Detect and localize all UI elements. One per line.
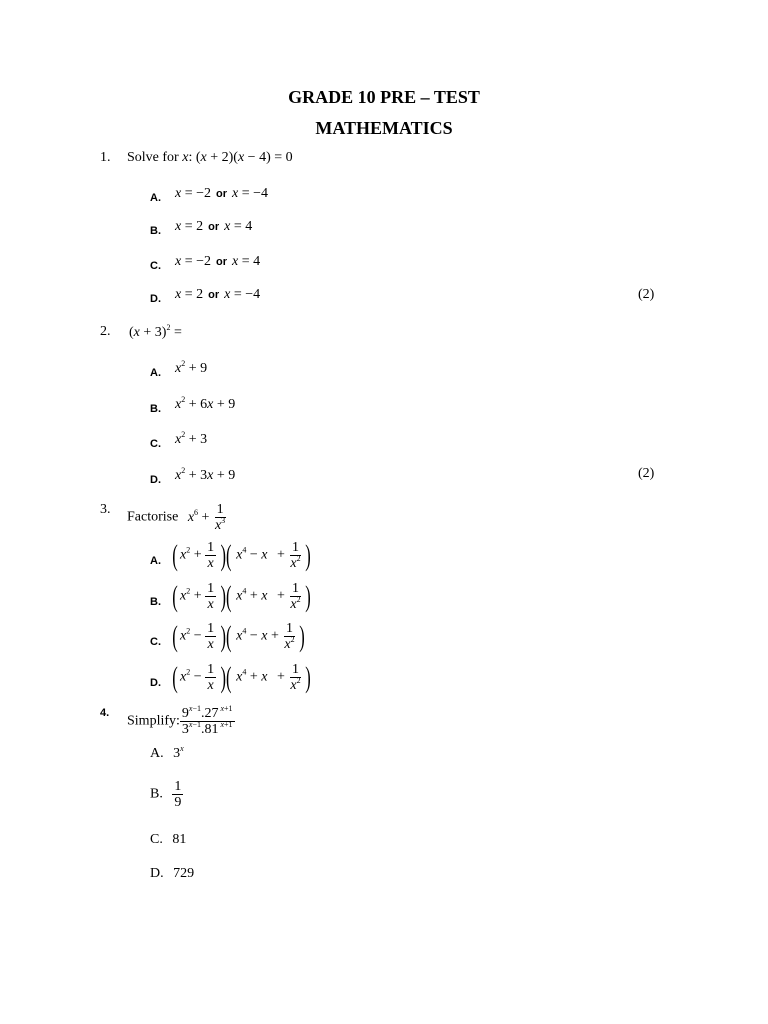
option-row[interactable]	[150, 289, 161, 307]
option-row[interactable]	[150, 470, 161, 488]
question-3-prompt-word: Factorise	[127, 509, 179, 525]
option-1a-text: x = −2 or x = −4	[175, 186, 269, 201]
option-row[interactable]	[150, 256, 161, 274]
subject-title: MATHEMATICS	[315, 118, 453, 138]
option-row[interactable]	[150, 779, 183, 810]
option-label: D.	[150, 866, 164, 881]
option-4d-text: 729	[173, 866, 195, 881]
option-row[interactable]	[150, 673, 161, 691]
option-label: B.	[150, 596, 161, 608]
option-1b-text: x = 2 or x = 4	[175, 219, 253, 234]
option-label: A.	[150, 555, 161, 567]
option-row[interactable]	[150, 551, 161, 569]
option-3d-text: ( $x^2$ − $\frac{1}{x}$ )( $x^4 + x$ + $\frac{1}{x^2}$ )	[172, 660, 311, 694]
option-1c-text: x = −2 or x = 4	[175, 254, 261, 269]
marks-label: (2)	[638, 287, 655, 302]
option-row[interactable]	[150, 632, 161, 650]
marks-label: (2)	[638, 466, 655, 481]
option-row[interactable]	[150, 746, 184, 762]
option-row[interactable]	[150, 188, 161, 206]
option-3b-text: ( $x^2$ + $\frac{1}{x}$ )( $x^4 + x$ + $\frac{1}{x^2}$ )	[172, 579, 311, 613]
option-label: A.	[150, 746, 164, 761]
option-row[interactable]	[150, 363, 161, 381]
option-label: B.	[150, 786, 163, 802]
question-3-prompt: Factorise $x^6$ + $\frac{1}{x^3}$	[127, 502, 226, 533]
option-2a-text: $x^2 + 9$	[175, 359, 208, 376]
question-1-equation: x: (x + 2)(x − 4) = 0	[182, 150, 293, 165]
option-row[interactable]	[150, 434, 161, 452]
option-2d-text: $x^2 + 3x + 9$	[175, 466, 236, 483]
question-number: 1.	[100, 150, 111, 165]
option-4b-text: $\frac{1}{9}$	[174, 779, 182, 810]
page-title: GRADE 10 PRE – TEST	[288, 87, 480, 107]
option-row[interactable]	[150, 592, 161, 610]
option-3c-text: ( $x^2$ − $\frac{1}{x}$ )( $x^4 - x$ + $\frac{1}{x^2}$ )	[172, 619, 305, 653]
option-4c-text: 81	[172, 832, 187, 847]
option-2b-text: $x^2 + 6x + 9$	[175, 395, 236, 412]
option-row[interactable]	[150, 866, 194, 882]
question-4-prompt-word: Simplify:	[127, 713, 180, 729]
question-4-fraction: $\frac{9^{x-1}.27 ^{x+1}}{3^{x-1}.81 ^{x+1}}$	[181, 704, 233, 737]
question-1-prompt-prefix: Solve for	[127, 150, 179, 165]
question-1-prompt	[127, 150, 293, 166]
option-label: A.	[150, 367, 161, 379]
option-row[interactable]	[150, 832, 186, 848]
option-label: D.	[150, 293, 161, 305]
option-3a-text: ( $x^2$ + $\frac{1}{x}$ )( $x^4 - x$ + $\frac{1}{x^2}$ )	[172, 538, 311, 572]
option-label: D.	[150, 677, 161, 689]
option-label: C.	[150, 260, 161, 272]
question-number: 3.	[100, 502, 111, 517]
option-row[interactable]	[150, 221, 161, 239]
option-label: C.	[150, 832, 163, 847]
option-label: A.	[150, 192, 161, 204]
question-4-prompt	[127, 706, 235, 737]
option-4a-text: 3$^x$	[173, 744, 184, 761]
option-2c-text: $x^2 + 3$	[175, 430, 208, 447]
question-number: 2.	[100, 324, 111, 339]
option-label: D.	[150, 474, 161, 486]
option-label: C.	[150, 438, 161, 450]
option-label: B.	[150, 403, 161, 415]
option-label: C.	[150, 636, 161, 648]
question-number: 4.	[100, 707, 110, 719]
option-row[interactable]	[150, 399, 161, 417]
option-1d-text: x = 2 or x = −4	[175, 287, 261, 302]
question-2-prompt: $(x + 3)^2$ =	[129, 323, 182, 340]
option-label: B.	[150, 225, 161, 237]
